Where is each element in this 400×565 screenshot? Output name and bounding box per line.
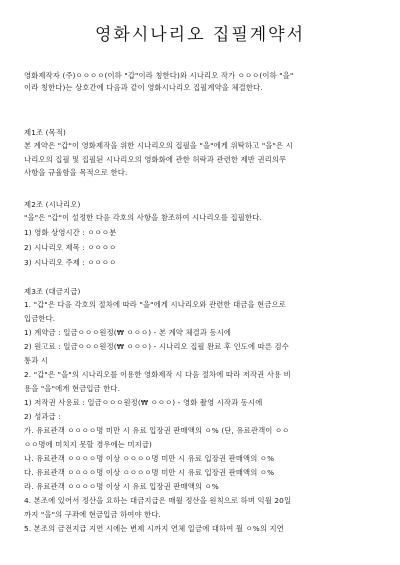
article-1-line: 본 계약은 "갑"이 영화제작을 위한 시나리오의 집필을 "을"에게 위탁하고 "을"은 시 [24, 141, 293, 150]
article-1-heading: 제1조 (목적) [24, 128, 67, 137]
document-title: 영화시나리오 집필계약서 [94, 25, 306, 45]
article-3-line: ㅇㅇ명에 미치지 못할 경우에는 미지급) [24, 440, 153, 449]
article-3-line: 1) 저작권 사용료 : 일금ㅇㅇㅇ원정(₩ ㅇㅇㅇ) - 영화 촬영 시작과 동시에 [24, 398, 263, 407]
article-3-line: 4. 본조에 있어서 정산을 요하는 대금지급은 매월 정산을 원칙으로 하며 익월 20일 [24, 496, 292, 505]
article-3-line: 라. 유료관객 ㅇㅇㅇㅇ명 이상 시 유료 입장권 판매액의 ㅇ% [24, 482, 219, 491]
article-2-line: 1) 영화 상영시간 : ㅇㅇㅇ분 [24, 228, 117, 237]
article-3-line: 2. "갑"은 "을"의 시나리오를 이용한 영화제작 시 다음 절차에 따라 저작권 사용 비 [24, 370, 291, 379]
article-3-line: 5. 본조의 금전지급 지연 시에는 변제 시까지 연체 일금에 대하여 월 ㅇ%의 지연 [24, 524, 284, 533]
article-3-line: 통과 시 [24, 356, 49, 365]
article-3-line: 용을 "을"에게 현금입금 한다. [24, 384, 121, 393]
article-2-line: 2) 시나리오 제목 : ㅇㅇㅇㅇ [24, 243, 117, 252]
article-2-heading: 제2조 (시나리오) [24, 200, 81, 209]
article-3-line: 까지 "을"의 구좌에 현금입금 하여야 한다. [24, 510, 162, 519]
article-1-line: 나리오의 집필 및 집필된 시나리오의 영화화에 관한 허락과 관련한 제반 권리의무 [24, 155, 287, 164]
intro-line: 영화제작자 (주)ㅇㅇㅇㅇ(이하 "갑"이라 칭한다)와 시나리오 작가 ㅇㅇㅇ(이하 "을" [24, 71, 294, 80]
article-3-line: 1) 계약금 : 일금ㅇㅇㅇ원정(₩ ㅇㅇㅇ) - 본 계약 체결과 동시에 [24, 328, 232, 337]
article-3-line: 입금한다. [24, 314, 56, 323]
article-1-line: 사항을 규율함을 목적으로 한다. [24, 168, 128, 177]
article-3-line: 다. 유료관객 ㅇㅇㅇㅇ명 이상 ㅇㅇㅇㅇ명 미만 시 유료 입장권 판매액의 ㅇ% [24, 468, 275, 477]
article-3-heading: 제3조 (대금지급) [24, 287, 81, 296]
article-3-line: 2) 성과급 : [24, 412, 61, 421]
article-3-line: 가. 유료관객 ㅇㅇㅇㅇ명 미만 시 유료 입장권 판매액의 ㅇ% (단, 유료관객이 ㅇㅇ [24, 426, 290, 435]
article-3-line: 1. "갑"은 다음 각호의 절차에 따라 "을"에게 시나리오와 관련한 대금을 현금으로 [24, 300, 286, 309]
article-2-line: 3) 시나리오 주제 : ㅇㅇㅇㅇ [24, 258, 117, 267]
intro-line: 이라 칭한다)는 상호간에 다음과 같이 영화시나리오 집필계약을 체결한다. [24, 83, 263, 92]
article-2-line: "을"은 "갑"이 설정한 다음 각호의 사항을 참조하여 시나리오를 집필한다. [24, 213, 262, 222]
article-3-line: 2) 원고료 : 일금ㅇㅇㅇ원정(₩ ㅇㅇㅇ) - 시나리오 집필 완료 후 인도에 따른 검수 [24, 342, 289, 351]
article-3-line: 나. 유료관객 ㅇㅇㅇㅇ명 이상 ㅇㅇㅇㅇ명 미만 시 유료 입장권 판매액의 ㅇ% [24, 454, 275, 463]
